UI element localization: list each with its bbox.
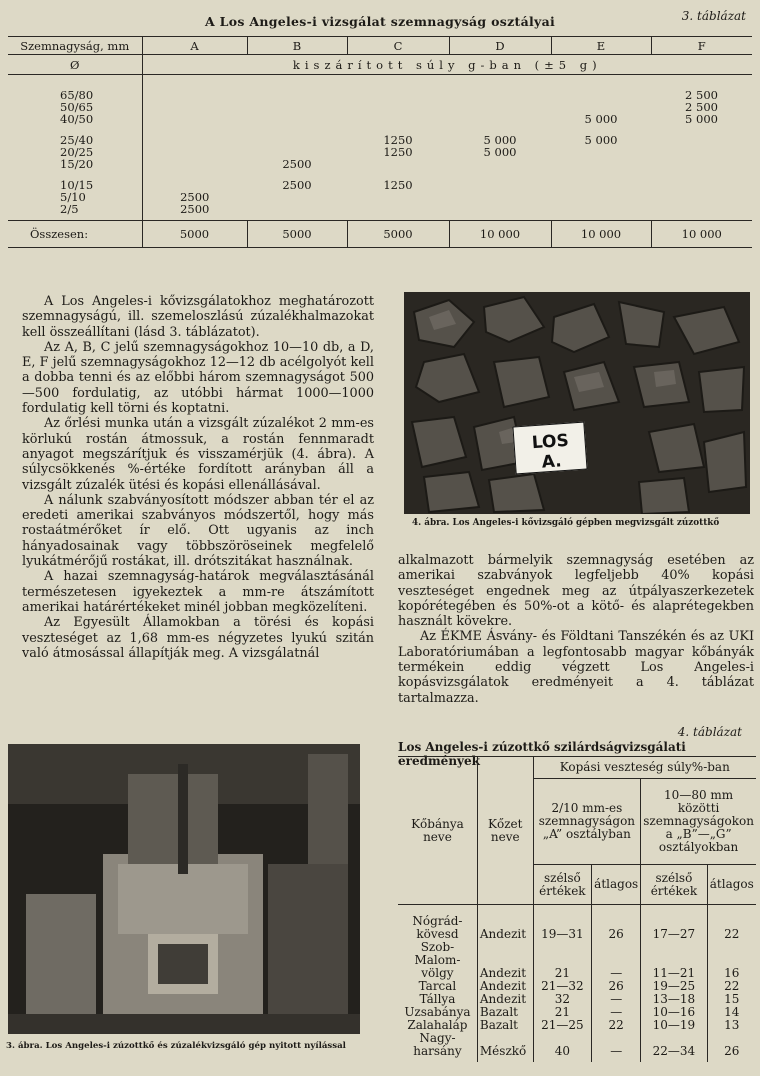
avg-cell: 26 (707, 1032, 756, 1062)
range-header: szélső értékek (641, 865, 707, 905)
right-text-column (398, 553, 754, 706)
value-cell: 2500 2500 (142, 179, 247, 215)
value-cell: 5 000 (584, 111, 618, 126)
rock-cell: Andezit (477, 915, 533, 941)
avg-header: átlagos (707, 865, 756, 905)
table-row (398, 1019, 756, 1032)
figure4-photo (404, 292, 750, 514)
range-cell: 19—25 (641, 980, 707, 993)
range-cell: 11—21 (641, 941, 707, 980)
avg-header: átlagos (592, 865, 641, 905)
value-cell: 2 500 2 500 5 000 (685, 87, 718, 126)
rock-header: Kőzet neve (477, 757, 533, 905)
figure3-caption: 3. ábra. Los Angeles-i zúzottkő és zúzalékvizsgáló gép nyitott nyílással (6, 1041, 346, 1051)
range-cell: 19—31 (533, 915, 592, 941)
quarry-cell: Szob-Malom-völgy (414, 939, 461, 980)
paragraph: A Los Angeles-i kővizsgálatokhoz meghatározott szemnagyságú, ill. szemeloszlású zúzalékhalmazokat kell összeállítani (lásd 3. táblázatot). (22, 294, 374, 340)
quarry-cell: Nagy-harsány (413, 1030, 462, 1058)
table-row (398, 915, 756, 941)
quarry-cell: Tarcal (418, 978, 457, 993)
left-text-column (22, 294, 374, 661)
range-cell: 10—16 (641, 1006, 707, 1019)
avg-cell: 22 (707, 980, 756, 993)
table4 (398, 756, 756, 1062)
rock-cell: Bazalt (477, 1019, 533, 1032)
avg-cell: — (592, 1006, 641, 1019)
range-header: szélső értékek (533, 865, 592, 905)
class-header: B (247, 37, 347, 55)
group1-header: 2/10 mm-es szemnagyságon „A” osztályban (533, 779, 641, 865)
avg-cell: 15 (707, 993, 756, 1006)
value-cell: 1250 1250 (383, 132, 413, 159)
range-cell: 32 (533, 993, 592, 1006)
value-cell: 2500 (282, 177, 312, 192)
class-header: D (449, 37, 551, 55)
quarry-header: Kőbánya neve (411, 816, 464, 844)
range-cell: 40 (533, 1032, 592, 1062)
avg-cell: 22 (592, 1019, 641, 1032)
paragraph: alkalmazott bármelyik szemnagyság esetében az amerikai szabványok legfeljebb 40% kopási veszteséget engednek meg az útpályaszerkezetek kopórétegében és 50%-ot a kötő- és alaprétegekben használt kövekre. (398, 553, 754, 630)
table4-title: Los Angeles-i zúzottkő szilárdságvizsgálati eredmények (398, 740, 686, 768)
avg-cell: 13 (707, 1019, 756, 1032)
value-cell: 1250 (383, 177, 413, 192)
avg-cell: — (592, 993, 641, 1006)
quarry-cell: Tállya (419, 991, 456, 1006)
range-cell: 17—27 (641, 915, 707, 941)
range-cell: 21 (533, 941, 592, 980)
table3-tag: 3. táblázat (681, 9, 746, 23)
loss-header: Kopási veszteség súly%-ban (533, 757, 756, 779)
paragraph: Az A, B, C jelű szemnagyságokhoz 10—10 db, a D, E, F jelű szemnagyságokhoz 12—12 db acélgolyót kell a dobba tenni és az előbbi három szemnagyságot 500—500 fordulatig, az utóbbi hármat 1000—1000 fordulatig kell törni és koptatni. (22, 339, 374, 417)
table-row (398, 941, 756, 980)
value-cell: 5 000 5 000 (483, 132, 517, 159)
paragraph: Az őrlési munka után a vizsgált zúzalékot 2 mm-es körlukú rostán átmossuk, a rostán fennmaradt anyagot megszárítjuk és visszamérjük (4. ábra). A súlycsökkenés %-értéke fordított arányban áll a vizsgált zúzalék ütési és kopási ellenállásával. (22, 416, 374, 493)
paragraph: Az Egyesült Államokban a törési és kopási veszteséget az 1,68 mm-es négyzetes lyukú szitán való átmosással állapítják meg. A vizsgálatnál (22, 615, 374, 661)
sample-label-text: LOS A. (531, 430, 570, 473)
avg-cell: — (592, 941, 641, 980)
value-cell: 5 000 (584, 132, 618, 147)
col0-symbol: Ø (8, 55, 142, 75)
avg-cell: — (592, 1032, 641, 1062)
quarry-cell: Nógrád-kövesd (412, 913, 463, 941)
avg-cell: 26 (592, 915, 641, 941)
col0-header: Szemnagyság, mm (8, 37, 142, 55)
size-cell: 25/40 20/25 15/20 (60, 132, 94, 171)
total-cell: 5000 (247, 221, 347, 248)
avg-cell: 26 (592, 980, 641, 993)
total-label: Összesen: (8, 221, 142, 248)
rock-cell: Bazalt (477, 1006, 533, 1019)
table-row (398, 980, 756, 993)
range-cell: 21—32 (533, 980, 592, 993)
rock-cell: Mészkő (477, 1032, 533, 1062)
table-row (398, 1032, 756, 1062)
value-cell: 2500 (282, 156, 312, 171)
table4-tag: 4. táblázat (677, 725, 742, 739)
total-cell: 10 000 (551, 221, 651, 248)
figure4-caption: 4. ábra. Los Angeles-i kővizsgáló gépben megvizsgált zúzottkő (412, 518, 720, 528)
total-cell: 10 000 (449, 221, 551, 248)
total-cell: 10 000 (651, 221, 752, 248)
quarry-cell: Uzsabánya (404, 1004, 471, 1019)
paragraph: A nálunk szabványosított módszer abban tér el az eredeti amerikai szabványos módszertől, hogy más rostaátmérőket ír elő. Ott ugyanis az inch hányadosainak vagy többszöröseinek megfelelő lyukátmérőjű rostákat, ill. drótszitákat használnak. (22, 492, 374, 570)
total-cell: 5000 (142, 221, 247, 248)
paragraph: A hazai szemnagyság-határok megválasztásánál természetesen igyekeztek a mm-re átszámított amerikai határértékeket minél jobban megközelíteni. (22, 569, 374, 615)
rock-cell: Andezit (477, 993, 533, 1006)
quarry-cell: Zalahaláp (407, 1017, 468, 1032)
avg-cell: 22 (707, 915, 756, 941)
rock-cell: Andezit (477, 980, 533, 993)
range-cell: 22—34 (641, 1032, 707, 1062)
total-cell: 5000 (347, 221, 449, 248)
range-cell: 21—25 (533, 1019, 592, 1032)
test-machine-image (8, 744, 360, 1034)
rock-cell: Andezit (477, 941, 533, 980)
avg-cell: 14 (707, 1006, 756, 1019)
class-header: C (347, 37, 449, 55)
weight-subheader: kiszárított súly g-ban (±5 g) (142, 55, 752, 75)
size-cell: 65/80 50/65 40/50 (60, 87, 94, 126)
table3 (8, 36, 752, 248)
size-cell: 10/15 5/10 2/5 (60, 177, 94, 216)
paragraph: Az ÉKME Ásvány- és Földtani Tanszékén és az UKI Laboratóriumában a legfontosabb magyar kőbányák termékein eddig végzett Los Angeles-i kopásvizsgálatok eredményeit a 4. táblázat tartalmazza. (398, 629, 754, 706)
figure3-photo (8, 744, 360, 1034)
table-row (398, 1006, 756, 1019)
range-cell: 13—18 (641, 993, 707, 1006)
group2-header: 10—80 mm közötti szemnagyságokon a „B”—„G” osztályokban (641, 779, 756, 865)
crushed-stone-image (404, 292, 750, 514)
table-row (398, 993, 756, 1006)
class-header: A (142, 37, 247, 55)
avg-cell: 16 (707, 941, 756, 980)
range-cell: 21 (533, 1006, 592, 1019)
range-cell: 10—19 (641, 1019, 707, 1032)
class-header: F (651, 37, 752, 55)
table3-title: A Los Angeles-i vizsgálat szemnagyság osztályai (204, 14, 556, 29)
class-header: E (551, 37, 651, 55)
